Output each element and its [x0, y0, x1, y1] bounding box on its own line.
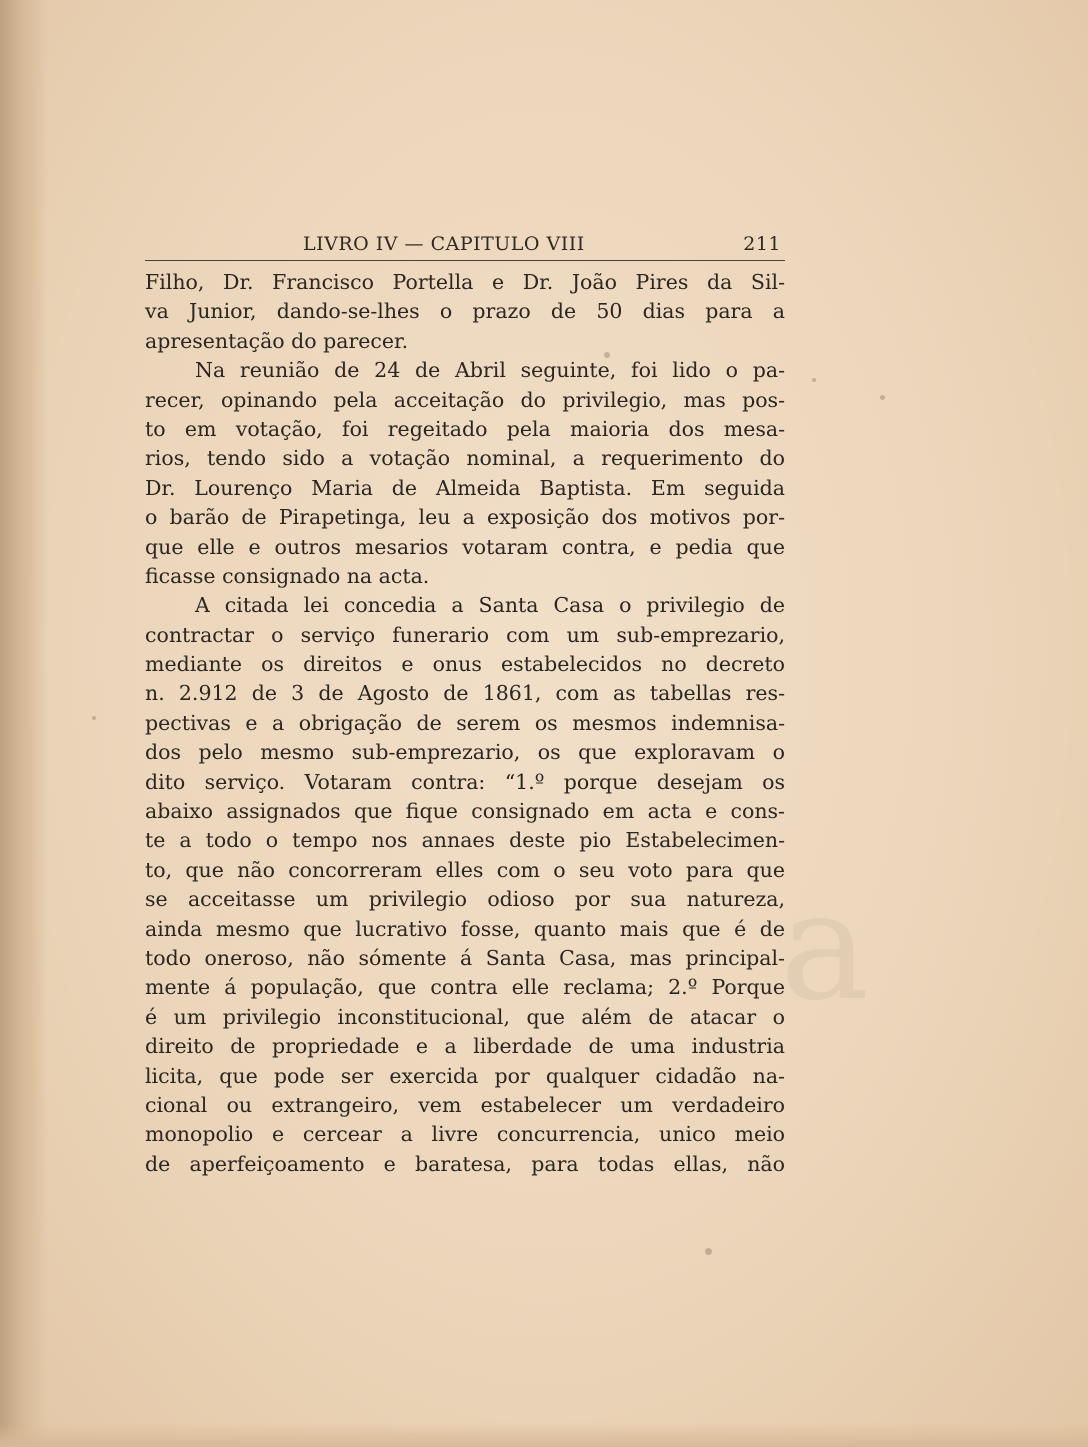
text-line: Filho, Dr. Francisco Portella e Dr. João Pires da Sil-: [145, 270, 785, 294]
text-line: contractar o serviço funerario com um sub-emprezario,: [145, 622, 785, 647]
text-line: dos pelo mesmo sub-emprezario, os que exploravam o: [145, 740, 785, 765]
text-line: direito de propriedade e a liberdade de uma industria: [145, 1034, 785, 1059]
text-line: va Junior, dando-se-lhes o prazo de 50 dias para a: [145, 299, 785, 324]
text-line: licita, que pode ser exercida por qualquer cidadão na-: [145, 1063, 785, 1088]
paper-speck: [812, 378, 816, 382]
spine-shadow: [0, 0, 48, 1447]
text-line: de aperfeiçoamento e baratesa, para todas ellas, não: [145, 1151, 785, 1176]
text-line: abaixo assignados que fique consignado em acta e cons-: [145, 799, 785, 824]
watermark-glyph: a: [780, 860, 870, 1034]
text-line: é um privilegio inconstitucional, que além de atacar o: [145, 1004, 785, 1029]
text-line: se acceitasse um privilegio odioso por sua natureza,: [145, 887, 785, 912]
text-line: Na reunião de 24 de Abril seguinte, foi lido o pa-: [195, 358, 785, 383]
text-line: todo oneroso, não sómente á Santa Casa, mas principal-: [145, 945, 785, 970]
body-text: [145, 268, 785, 1179]
text-line: te a todo o tempo nos annaes deste pio Estabelecimen-: [145, 828, 785, 853]
text-line: rios, tendo sido a votação nominal, a requerimento do: [145, 446, 785, 471]
page-bottom-edge: [0, 1423, 1088, 1447]
text-line: que elle e outros mesarios votaram contra, e pedia que: [145, 534, 785, 559]
text-line: A citada lei concedia a Santa Casa o privilegio de: [195, 593, 785, 618]
text-line: to, que não concorreram elles com o seu voto para que: [145, 857, 785, 882]
text-line: mediante os direitos e onus estabelecidos no decreto: [145, 652, 785, 677]
text-line: ainda mesmo que lucrativo fosse, quanto mais que é de: [145, 916, 785, 941]
running-header: [145, 229, 785, 259]
text-line: mente á população, que contra elle reclama; 2.º Porque: [145, 975, 785, 1000]
header-rule: [145, 260, 785, 261]
text-line: dito serviço. Votaram contra: “1.º porque desejam os: [145, 769, 785, 794]
paper-speck: [92, 716, 96, 720]
text-line: pectivas e a obrigação de serem os mesmos indemnisa-: [145, 710, 785, 735]
paper-speck: [705, 1248, 712, 1255]
text-line: recer, opinando pela acceitação do privilegio, mas pos-: [145, 387, 785, 412]
text-line: Dr. Lourenço Maria de Almeida Baptista. Em seguida: [145, 475, 785, 500]
text-line: apresentação do parecer.: [145, 328, 409, 353]
text-line: ficasse consignado na acta.: [145, 563, 430, 588]
page-number: 211: [743, 233, 781, 255]
text-line: cional ou extrangeiro, vem estabelecer um verdadeiro: [145, 1092, 785, 1117]
text-line: o barão de Pirapetinga, leu a exposição dos motivos por-: [145, 505, 785, 530]
running-header-title: LIVRO IV — CAPITULO VIII: [303, 233, 585, 255]
text-line: monopolio e cercear a livre concurrencia, unico meio: [145, 1122, 785, 1147]
text-line: n. 2.912 de 3 de Agosto de 1861, com as tabellas res-: [145, 681, 785, 706]
text-line: to em votação, foi regeitado pela maioria dos mesa-: [145, 416, 785, 441]
paper-speck: [880, 395, 885, 400]
